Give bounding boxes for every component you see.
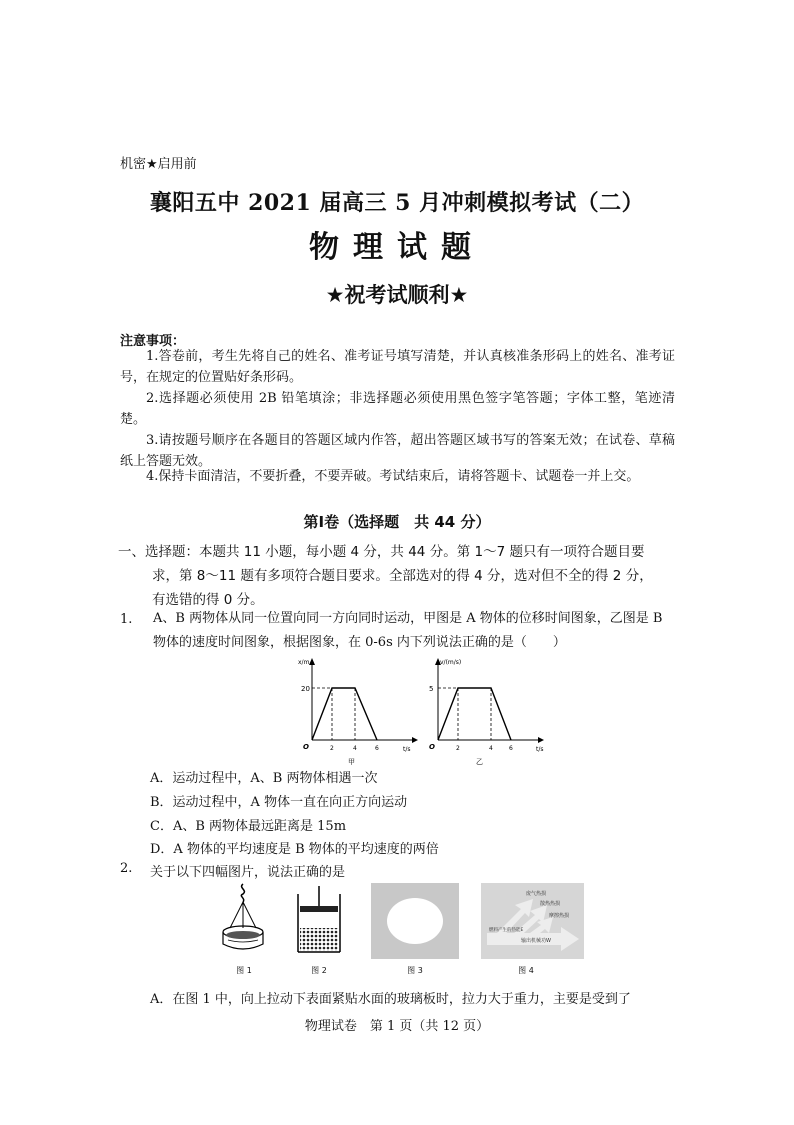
fig4-label-dissipation: 散热热损 [540, 901, 561, 907]
graph-b-origin: O [429, 743, 435, 751]
question-text-1: A、B 两物体从同一位置向同一方向同时运动，甲图是 A 物体的位移时间图象，乙图是 B 物体的速度时间图象，根据图象，在 0-6s 内下列说法正确的是（ ） [153, 611, 663, 650]
q1-option-c: C．A、B 两物体最远距离是 15m [150, 819, 347, 834]
graph-a-xlabel: t/s [403, 746, 411, 753]
page-footer: 物理试卷 第 1 页（共 12 页） [304, 1019, 490, 1034]
q1-option-a: A．运动过程中，A、B 两物体相遇一次 [150, 771, 378, 786]
graph-b-xlabel: t/s [536, 746, 544, 753]
q1-option-d: D．A 物体的平均速度是 B 物体的平均速度的两倍 [150, 842, 439, 857]
notice-item-4: 4.保持卡面清洁，不要折叠，不要弄破。考试结束后，请将答题卡、试题卷一并上交。 [146, 469, 640, 484]
graph-a-displacement-time [290, 655, 420, 765]
graph-a-xtick-6: 6 [375, 745, 379, 752]
exam-title: 襄阳五中 2021 届高三 5 月冲刺模拟考试（二） [149, 190, 645, 216]
figure-1-glass-plate [218, 882, 268, 957]
figure-1-caption: 图 1 [236, 966, 252, 975]
figure-4-energy-flow [481, 883, 584, 959]
confidential-mark: 机密★启用前 [120, 157, 197, 172]
figure-3-caption: 图 3 [407, 966, 423, 975]
question-text-2: 关于以下四幅图片，说法正确的是 [150, 865, 346, 880]
q1-option-b: B．运动过程中，A 物体一直在向正方向运动 [150, 795, 408, 810]
graph-b-ytick: 5 [429, 685, 434, 693]
fig4-label-friction: 摩擦热损 [549, 913, 570, 919]
graph-b-caption: 乙 [476, 758, 483, 765]
fig4-label-output-work: 输出机械功W [521, 938, 551, 944]
graph-a-xtick-4: 4 [353, 745, 357, 752]
question-number-1: 1. [120, 612, 133, 627]
graph-b-xtick-4: 4 [489, 745, 493, 752]
subject-title: 物理试题 [309, 230, 485, 265]
notice-heading: 注意事项： [120, 334, 186, 349]
question-number-2: 2. [120, 861, 133, 876]
notice-item-1: 1.答卷前，考生先将自己的姓名、准考证号填写清楚，并认真核准条形码上的姓名、准考证号，在规定的位置贴好条形码。 [120, 349, 675, 385]
graph-a-xtick-2: 2 [330, 745, 334, 752]
graph-a-ytick: 20 [301, 685, 310, 693]
figure-4-caption: 图 4 [518, 966, 534, 975]
instr-line-1: 一、选择题：本题共 11 小题，每小题 4 分，共 44 分。第 1～7 题只有一项符合题目要 [118, 544, 645, 560]
graph-a-ylabel: x/m [298, 659, 310, 666]
graph-b-xtick-2: 2 [456, 745, 460, 752]
graph-b-ylabel: v/(m/s) [440, 659, 462, 666]
good-luck-line: ★祝考试顺利★ [325, 283, 469, 307]
section-title: 第Ⅰ卷（选择题 共 44 分） [303, 513, 491, 531]
fig4-label-exhaust: 废气热损 [526, 891, 547, 897]
graph-b-xtick-6: 6 [509, 745, 513, 752]
instr-line-2: 求，第 8～11 题有多项符合题目要求。全部选对的得 4 分，选对但不全的得 2 分， [152, 568, 653, 584]
instr-line-3: 有选错的得 0 分。 [152, 592, 264, 608]
graph-b-velocity-time [420, 655, 550, 765]
figure-2-caption: 图 2 [311, 966, 327, 975]
graph-a-origin: O [303, 743, 309, 751]
fig4-label-fuel-energy: 燃料产生的热能E [489, 928, 524, 933]
graph-a-caption: 甲 [348, 758, 355, 765]
section-instructions [118, 540, 680, 612]
figure-3-film-circle [371, 883, 459, 959]
notice-item-2: 2.选择题必须使用 2B 铅笔填涂；非选择题必须使用黑色签字笔答题；字体工整，笔迹清楚。 [120, 391, 675, 427]
q2-option-a: A．在图 1 中，向上拉动下表面紧贴水面的玻璃板时，拉力大于重力，主要是受到了 [150, 992, 631, 1007]
figure-2-gas-container [294, 886, 344, 954]
notice-item-3: 3.请按题号顺序在各题目的答题区域内作答，超出答题区域书写的答案无效；在试卷、草稿纸上答题无效。 [120, 433, 675, 469]
